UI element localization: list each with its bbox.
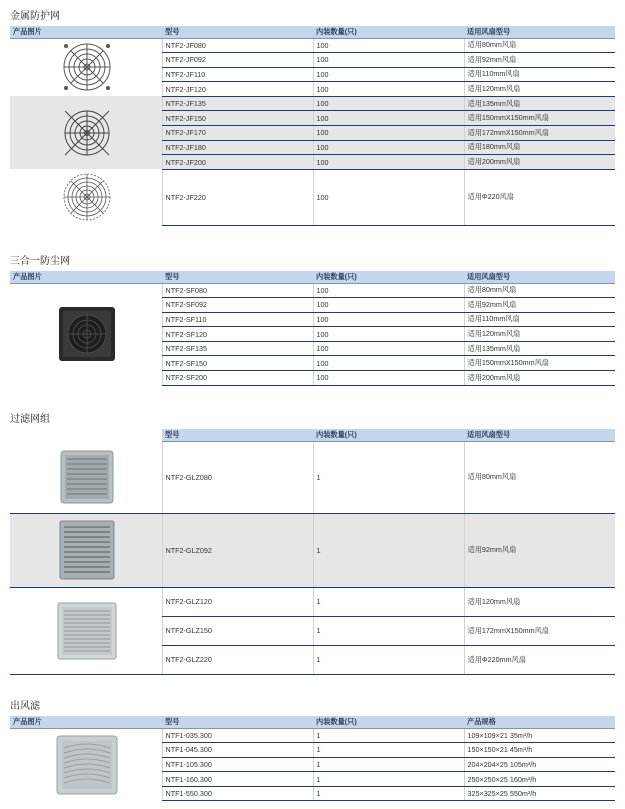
model-cell: NTF2-SF080 bbox=[162, 283, 313, 298]
section-title-filter-group: 过滤网组 bbox=[10, 414, 50, 425]
qty-cell: 100 bbox=[313, 155, 464, 170]
fan-cell: 适用92mm风扇 bbox=[464, 513, 615, 587]
qty-cell: 100 bbox=[313, 67, 464, 82]
fan-cell: 适用Φ220风扇 bbox=[464, 169, 615, 225]
qty-cell: 100 bbox=[313, 82, 464, 97]
qty-cell: 100 bbox=[313, 341, 464, 356]
qty-cell: 1 bbox=[313, 513, 464, 587]
louver-filter-icon bbox=[58, 519, 116, 581]
qty-cell: 100 bbox=[313, 140, 464, 155]
fan-cell: 适用200mm风扇 bbox=[464, 371, 615, 386]
fan-cell: 适用92mm风扇 bbox=[464, 298, 615, 313]
qty-cell: 100 bbox=[313, 53, 464, 68]
header-image: 产品图片 bbox=[10, 716, 162, 728]
table-row bbox=[10, 283, 615, 298]
fan-cell: 适用200mm风扇 bbox=[464, 155, 615, 170]
header-fan: 适用风扇型号 bbox=[464, 271, 615, 283]
fan-cell: 适用172mmX150mm风扇 bbox=[464, 616, 615, 645]
product-image-cell bbox=[10, 513, 162, 587]
fan-cell: 适用135mm风扇 bbox=[464, 96, 615, 111]
qty-cell: 1 bbox=[313, 587, 464, 616]
model-cell: NTF2-GLZ220 bbox=[162, 645, 313, 674]
spec-cell: 150×150×21 45m³/h bbox=[464, 743, 615, 758]
exhaust-filter-icon bbox=[55, 734, 119, 796]
fan-cell: 适用80mm风扇 bbox=[464, 441, 615, 513]
model-cell: NTF2-JF180 bbox=[162, 140, 313, 155]
model-cell: NTF2-SF120 bbox=[162, 327, 313, 342]
model-cell: NTF2-JF170 bbox=[162, 126, 313, 141]
model-cell: NTF2-SF135 bbox=[162, 341, 313, 356]
header-model: 型号 bbox=[162, 271, 313, 283]
qty-cell: 1 bbox=[313, 786, 464, 801]
table-row bbox=[10, 38, 615, 53]
qty-cell: 100 bbox=[313, 312, 464, 327]
header-model: 型号 bbox=[162, 716, 313, 728]
spec-cell: 325×325×25 550m³/h bbox=[464, 786, 615, 801]
qty-cell: 1 bbox=[313, 743, 464, 758]
table-row bbox=[10, 587, 615, 616]
model-cell: NTF1-550.300 bbox=[162, 786, 313, 801]
model-cell: NTF1-105.300 bbox=[162, 757, 313, 772]
header-image: 产品图片 bbox=[10, 271, 162, 283]
fan-cell: 适用110mm风扇 bbox=[464, 312, 615, 327]
header-model: 型号 bbox=[162, 26, 313, 38]
exhaust-filter-table bbox=[10, 716, 615, 801]
model-cell: NTF2-JF150 bbox=[162, 111, 313, 126]
metal-guard-table bbox=[10, 26, 615, 226]
table-row bbox=[10, 441, 615, 513]
header-qty: 内装数量(只) bbox=[313, 429, 464, 441]
product-image-cell bbox=[10, 728, 162, 801]
qty-cell: 1 bbox=[313, 757, 464, 772]
qty-cell: 100 bbox=[313, 96, 464, 111]
dust-filter-table bbox=[10, 271, 615, 386]
fan-cell: 适用172mmX150mm风扇 bbox=[464, 126, 615, 141]
metal-fan-guard-icon bbox=[58, 41, 116, 93]
table-header-row bbox=[10, 271, 615, 283]
header-fan: 适用风扇型号 bbox=[464, 429, 615, 441]
product-image-cell bbox=[10, 96, 162, 169]
model-cell: NTF2-JF135 bbox=[162, 96, 313, 111]
model-cell: NTF1-045.300 bbox=[162, 743, 313, 758]
fan-cell: 适用135mm风扇 bbox=[464, 341, 615, 356]
qty-cell: 100 bbox=[313, 126, 464, 141]
fan-cell: 适用150mmX150mm风扇 bbox=[464, 111, 615, 126]
filter-group-table bbox=[10, 429, 615, 675]
table-header-row bbox=[10, 429, 615, 441]
header-qty: 内装数量(只) bbox=[313, 271, 464, 283]
table-header-row bbox=[10, 716, 615, 728]
model-cell: NTF2-JF200 bbox=[162, 155, 313, 170]
qty-cell: 100 bbox=[313, 327, 464, 342]
model-cell: NTF2-GLZ092 bbox=[162, 513, 313, 587]
fan-cell: 适用92mm风扇 bbox=[464, 53, 615, 68]
qty-cell: 100 bbox=[313, 356, 464, 371]
section-title-exhaust-filter: 出风滤 bbox=[10, 701, 40, 712]
qty-cell: 1 bbox=[313, 772, 464, 787]
model-cell: NTF2-SF092 bbox=[162, 298, 313, 313]
section-title-dust-filter: 三合一防尘网 bbox=[10, 256, 70, 267]
model-cell: NTF2-GLZ080 bbox=[162, 441, 313, 513]
qty-cell: 1 bbox=[313, 645, 464, 674]
model-cell: NTF2-JF110 bbox=[162, 67, 313, 82]
fan-cell: 适用120mm风扇 bbox=[464, 82, 615, 97]
model-cell: NTF1-160.300 bbox=[162, 772, 313, 787]
product-image-cell bbox=[10, 283, 162, 385]
header-fan: 适用风扇型号 bbox=[464, 26, 615, 38]
spec-cell: 204×204×25 105m³/h bbox=[464, 757, 615, 772]
qty-cell: 100 bbox=[313, 283, 464, 298]
product-image-cell bbox=[10, 169, 162, 225]
fan-cell: 适用110mm风扇 bbox=[464, 67, 615, 82]
fan-cell: 适用180mm风扇 bbox=[464, 140, 615, 155]
qty-cell: 100 bbox=[313, 169, 464, 225]
fan-cell: 适用Φ220mm风扇 bbox=[464, 645, 615, 674]
qty-cell: 100 bbox=[313, 371, 464, 386]
header-spec: 产品规格 bbox=[464, 716, 615, 728]
table-row bbox=[10, 169, 615, 225]
model-cell: NTF2-JF120 bbox=[162, 82, 313, 97]
header-qty: 内装数量(只) bbox=[313, 716, 464, 728]
fan-cell: 适用120mm风扇 bbox=[464, 327, 615, 342]
louver-filter-icon bbox=[56, 601, 118, 661]
fan-cell: 适用120mm风扇 bbox=[464, 587, 615, 616]
product-image-cell bbox=[10, 587, 162, 674]
qty-cell: 1 bbox=[313, 616, 464, 645]
metal-fan-guard-icon bbox=[59, 106, 115, 160]
table-header-row bbox=[10, 26, 615, 38]
spec-cell: 250×250×25 160m³/h bbox=[464, 772, 615, 787]
model-cell: NTF2-GLZ120 bbox=[162, 587, 313, 616]
header-qty: 内装数量(只) bbox=[313, 26, 464, 38]
table-row bbox=[10, 96, 615, 111]
qty-cell: 1 bbox=[313, 441, 464, 513]
product-image-cell bbox=[10, 441, 162, 513]
section-title-metal-guard: 金属防护网 bbox=[10, 11, 60, 22]
model-cell: NTF2-JF080 bbox=[162, 38, 313, 53]
header-image bbox=[10, 429, 162, 441]
model-cell: NTF2-JF092 bbox=[162, 53, 313, 68]
qty-cell: 100 bbox=[313, 38, 464, 53]
product-image-cell bbox=[10, 38, 162, 96]
model-cell: NTF2-GLZ150 bbox=[162, 616, 313, 645]
qty-cell: 100 bbox=[313, 298, 464, 313]
table-row bbox=[10, 728, 615, 743]
qty-cell: 1 bbox=[313, 728, 464, 743]
table-row bbox=[10, 513, 615, 587]
model-cell: NTF2-SF150 bbox=[162, 356, 313, 371]
spec-cell: 109×109×21 35m³/h bbox=[464, 728, 615, 743]
model-cell: NTF1-035.300 bbox=[162, 728, 313, 743]
model-cell: NTF2-SF200 bbox=[162, 371, 313, 386]
fan-cell: 适用150mmX150mm风扇 bbox=[464, 356, 615, 371]
header-image: 产品图片 bbox=[10, 26, 162, 38]
dust-filter-icon bbox=[57, 305, 117, 363]
louver-filter-icon bbox=[59, 449, 115, 505]
qty-cell: 100 bbox=[313, 111, 464, 126]
metal-fan-guard-icon bbox=[59, 170, 115, 224]
fan-cell: 适用80mm风扇 bbox=[464, 283, 615, 298]
model-cell: NTF2-JF220 bbox=[162, 169, 313, 225]
header-model: 型号 bbox=[162, 429, 313, 441]
model-cell: NTF2-SF110 bbox=[162, 312, 313, 327]
fan-cell: 适用80mm风扇 bbox=[464, 38, 615, 53]
